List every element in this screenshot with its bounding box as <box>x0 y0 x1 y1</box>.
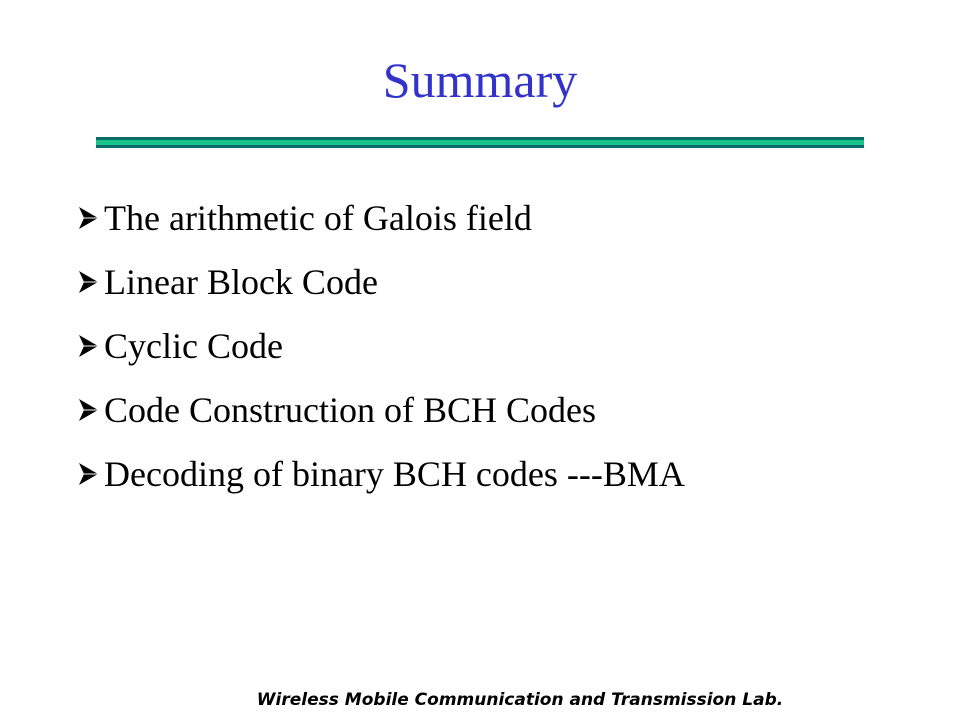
bullet-text: The arithmetic of Galois field <box>104 198 532 238</box>
footer-text: Wireless Mobile Communication and Transmission Lab. <box>256 690 784 710</box>
bullet-list <box>74 186 685 506</box>
list-item <box>74 314 685 378</box>
bullet-text: Decoding of binary BCH codes ---BMA <box>104 454 685 494</box>
list-item <box>74 442 685 506</box>
bullet-text: Cyclic Code <box>104 326 283 366</box>
bullet-text: Code Construction of BCH Codes <box>104 390 596 430</box>
arrow-bullet-icon <box>74 267 104 297</box>
arrow-bullet-icon <box>74 203 104 233</box>
arrow-bullet-icon <box>74 331 104 361</box>
arrow-bullet-icon <box>74 395 104 425</box>
list-item <box>74 186 685 250</box>
bullet-text: Linear Block Code <box>104 262 378 302</box>
title-underline <box>96 137 864 148</box>
arrow-bullet-icon <box>74 459 104 489</box>
slide-title: Summary <box>382 52 578 108</box>
list-item <box>74 378 685 442</box>
list-item <box>74 250 685 314</box>
